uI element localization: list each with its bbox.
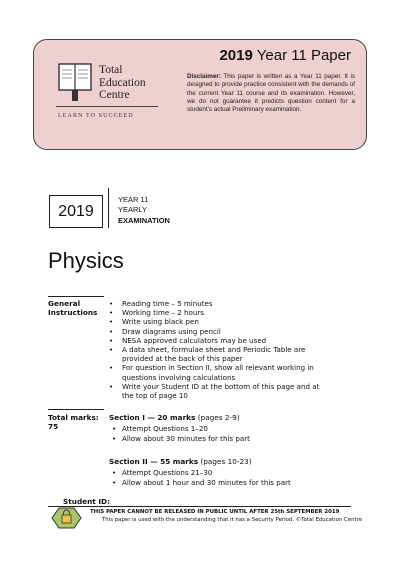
section-1-item: • Allow about 30 minutes for this part: [112, 434, 250, 444]
footer-rule: [48, 506, 351, 507]
subject-title: Physics: [48, 248, 124, 273]
instruction-item: • Write using black pen: [109, 317, 329, 326]
instructions-list: [109, 299, 329, 400]
exam-label-yearly: YEARLY: [118, 205, 148, 214]
section-2-title: Section II — 55 marks: [109, 457, 199, 466]
year-divider: [108, 188, 109, 228]
disclaimer-text: This paper is written as a Year 11 paper. It is designed to provide practice consistent with the demands of the current Year 11 course and its examination. However, we do not guarantee it predicts question content for a student's actual Preliminary examination.: [187, 73, 355, 114]
instruction-item: • For question in Section II, show all relevant working in questions involving calculations: [109, 363, 329, 381]
general-instructions-rule: [48, 296, 104, 297]
logo-line-3: Centre: [99, 89, 130, 101]
instruction-item: • NESA approved calculators may be used: [109, 336, 329, 345]
section-1-list: [112, 424, 250, 443]
paper-title-text: Year 11 Paper: [256, 47, 351, 64]
section-2-item: • Attempt Questions 21–30: [112, 468, 291, 478]
section-2-list: [112, 468, 291, 487]
section-1-item: • Attempt Questions 1–20: [112, 424, 250, 434]
paper-title: [219, 47, 351, 64]
logo-name: [99, 64, 146, 102]
general-label-line-1: General: [48, 299, 81, 308]
disclaimer: [187, 73, 355, 114]
section-2-pages: (pages 10-23): [200, 457, 252, 466]
logo-tagline: LEARN TO SUCCEED: [58, 113, 134, 119]
section-1-pages: (pages 2-9): [197, 413, 240, 422]
section-2-item: • Allow about 1 hour and 30 minutes for this part: [112, 478, 291, 488]
instruction-item: • Working time – 2 hours: [109, 308, 329, 317]
instruction-item: • Write your Student ID at the bottom of this page and at the top of page 10: [109, 382, 329, 400]
header-box: [33, 39, 367, 150]
exam-label-year: YEAR 11: [118, 195, 149, 204]
instruction-item: • A data sheet, formulae sheet and Periodic Table are provided at the back of this paper: [109, 345, 329, 363]
logo-line-2: Education: [99, 76, 146, 89]
security-seal-icon: [51, 507, 82, 529]
tec-logo: [56, 62, 206, 132]
book-icon: [56, 62, 94, 102]
usage-notice: This paper is used with the understanding that it has a Security Period. ©Total Education Centre: [102, 517, 363, 523]
paper-year: 2019: [219, 47, 253, 64]
section-1-heading: [109, 413, 240, 422]
general-label-line-2: Instructions: [48, 308, 98, 317]
student-id-label: Student ID:: [63, 497, 111, 506]
total-marks-rule: [48, 409, 104, 410]
release-notice: THIS PAPER CANNOT BE RELEASED IN PUBLIC UNTIL AFTER 25th SEPTEMBER 2019: [90, 509, 340, 515]
instruction-item: • Reading time – 5 minutes: [109, 299, 329, 308]
total-marks-text: Total marks:: [48, 413, 99, 422]
instruction-item: • Draw diagrams using pencil: [109, 327, 329, 336]
section-2-heading: [109, 457, 252, 466]
exam-label-examination: EXAMINATION: [118, 216, 170, 225]
section-1-title: Section I — 20 marks: [109, 413, 196, 422]
logo-rule: [56, 106, 158, 107]
exam-year-box: 2019: [49, 195, 103, 228]
total-marks-value: 75: [48, 422, 59, 431]
disclaimer-label: Disclaimer:: [187, 73, 221, 80]
logo-line-1: Total: [99, 64, 123, 76]
total-marks-label: [48, 413, 99, 431]
general-instructions-label: [48, 299, 97, 317]
